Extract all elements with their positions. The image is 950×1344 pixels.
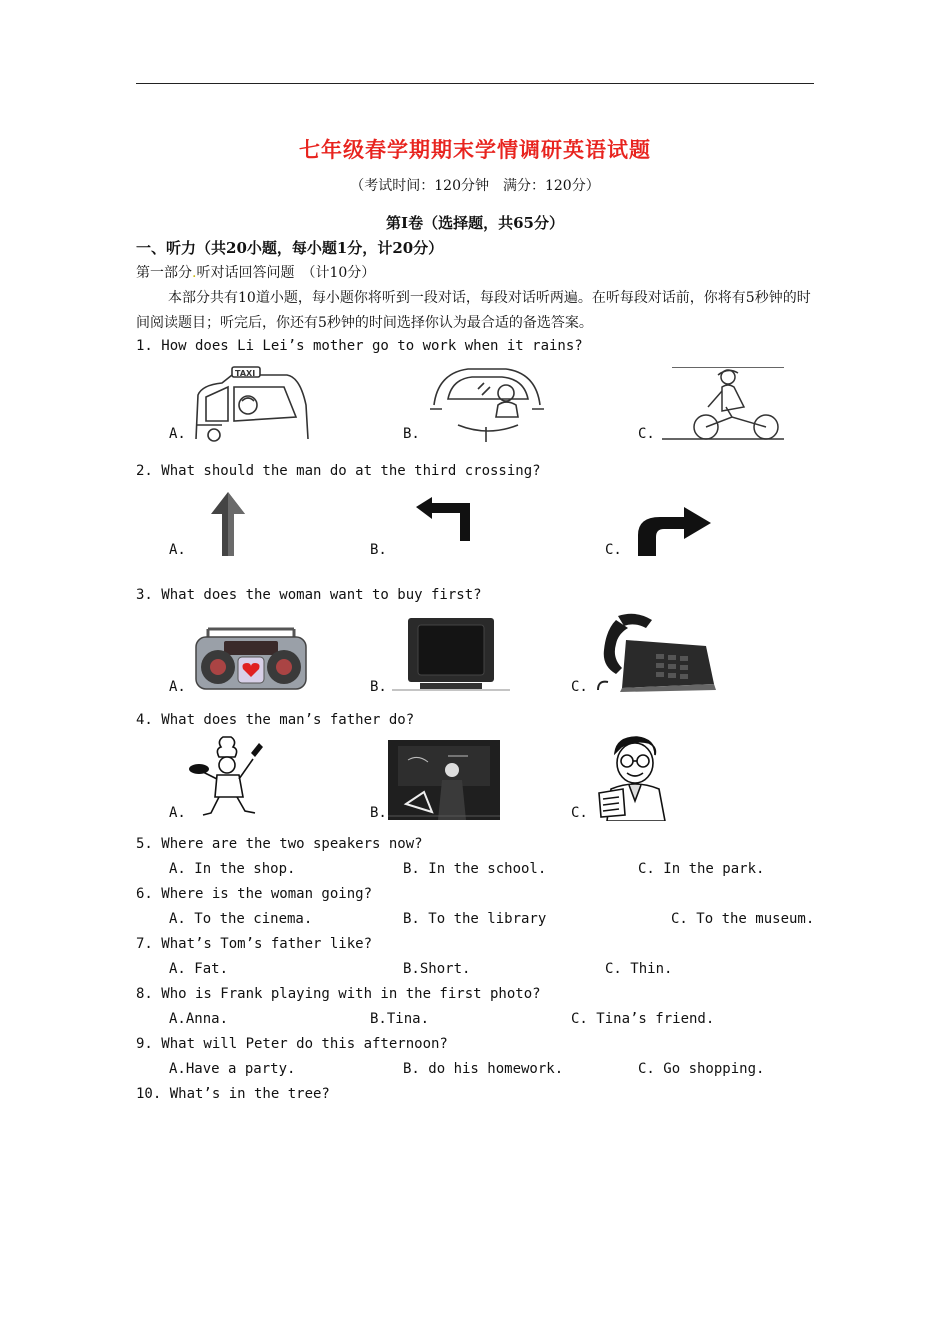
teacher-icon (388, 740, 500, 820)
telephone-icon (596, 610, 722, 694)
tv-icon (392, 617, 510, 692)
radio-icon (194, 617, 308, 691)
question-10: 10. What’s in the tree? (136, 1086, 330, 1102)
exam-info: （考试时间：120分钟 满分：120分） (350, 178, 600, 194)
question-1: 1. How does Li Lei’s mother go to work when it rains? (136, 338, 583, 354)
q7-option-b: B.Short. (403, 961, 471, 977)
instructions: 本部分共有10道小题，每小题你将听到一段对话，每段对话听两遍。在听每段对话前，你将有5秒钟的时间阅读题目；听完后，你还有5秒钟的时间选择你认为最合适的备选答案。 (136, 290, 811, 331)
q1-option-b-label: B. (403, 426, 420, 442)
q3-option-b-label: B. (370, 679, 387, 695)
bicycle-rider-icon (662, 367, 784, 442)
listening-heading: 一、听力（共20小题，每小题1分，计20分） (136, 239, 444, 257)
q6-option-b: B. To the library (403, 911, 547, 927)
part-one-heading (136, 262, 375, 282)
q2-option-c-label: C. (605, 542, 622, 558)
question-3: 3. What does the woman want to buy first? (136, 587, 482, 603)
q7-option-a: A. Fat. (169, 961, 229, 977)
cook-icon (187, 735, 269, 821)
section-title: 第Ⅰ卷（选择题，共65分） (386, 214, 564, 232)
question-2: 2. What should the man do at the third crossing? (136, 463, 541, 479)
q4-option-c-label: C. (571, 805, 588, 821)
svg-text:TAXI: TAXI (235, 369, 256, 378)
question-5: 5. Where are the two speakers now? (136, 836, 423, 852)
q9-option-a: A.Have a party. (169, 1061, 296, 1077)
arrow-straight-icon (208, 490, 248, 557)
q8-option-c: C. Tina’s friend. (571, 1011, 715, 1027)
q8-option-a: A.Anna. (169, 1011, 229, 1027)
q4-option-b-label: B. (370, 805, 387, 821)
taxi-icon (192, 365, 310, 442)
page-title: 七年级春学期期末学情调研英语试题 (299, 137, 651, 162)
question-8: 8. Who is Frank playing with in the first photo? (136, 986, 541, 1002)
q9-option-b: B. do his homework. (403, 1061, 564, 1077)
part-dot: . (192, 265, 197, 281)
q4-option-a-label: A. (169, 805, 186, 821)
arrow-turn-right-icon (636, 505, 712, 557)
q2-option-b-label: B. (370, 542, 387, 558)
q5-option-a: A. In the shop. (169, 861, 296, 877)
car-driver-icon (428, 365, 546, 442)
q5-option-b: B. In the school. (403, 861, 547, 877)
q9-option-c: C. Go shopping. (638, 1061, 765, 1077)
q3-option-c-label: C. (571, 679, 588, 695)
part-label: 第一部分 (136, 265, 192, 281)
q8-option-b: B.Tina. (370, 1011, 430, 1027)
header-rule (136, 83, 814, 84)
q7-option-c: C. Thin. (605, 961, 673, 977)
question-4: 4. What does the man’s father do? (136, 712, 415, 728)
arrow-turn-left-icon (414, 495, 472, 543)
q1-option-c-label: C. (638, 426, 655, 442)
q6-option-c: C. To the museum. (671, 911, 815, 927)
question-9: 9. What will Peter do this afternoon? (136, 1036, 448, 1052)
doctor-icon (595, 735, 675, 821)
q5-option-c: C. In the park. (638, 861, 765, 877)
question-6: 6. Where is the woman going? (136, 886, 373, 902)
q6-option-a: A. To the cinema. (169, 911, 313, 927)
q2-option-a-label: A. (169, 542, 186, 558)
question-7: 7. What’s Tom’s father like? (136, 936, 373, 952)
part-rest: 听对话回答问题 （计10分） (196, 265, 376, 281)
q1-option-a-label: A. (169, 426, 186, 442)
q3-option-a-label: A. (169, 679, 186, 695)
